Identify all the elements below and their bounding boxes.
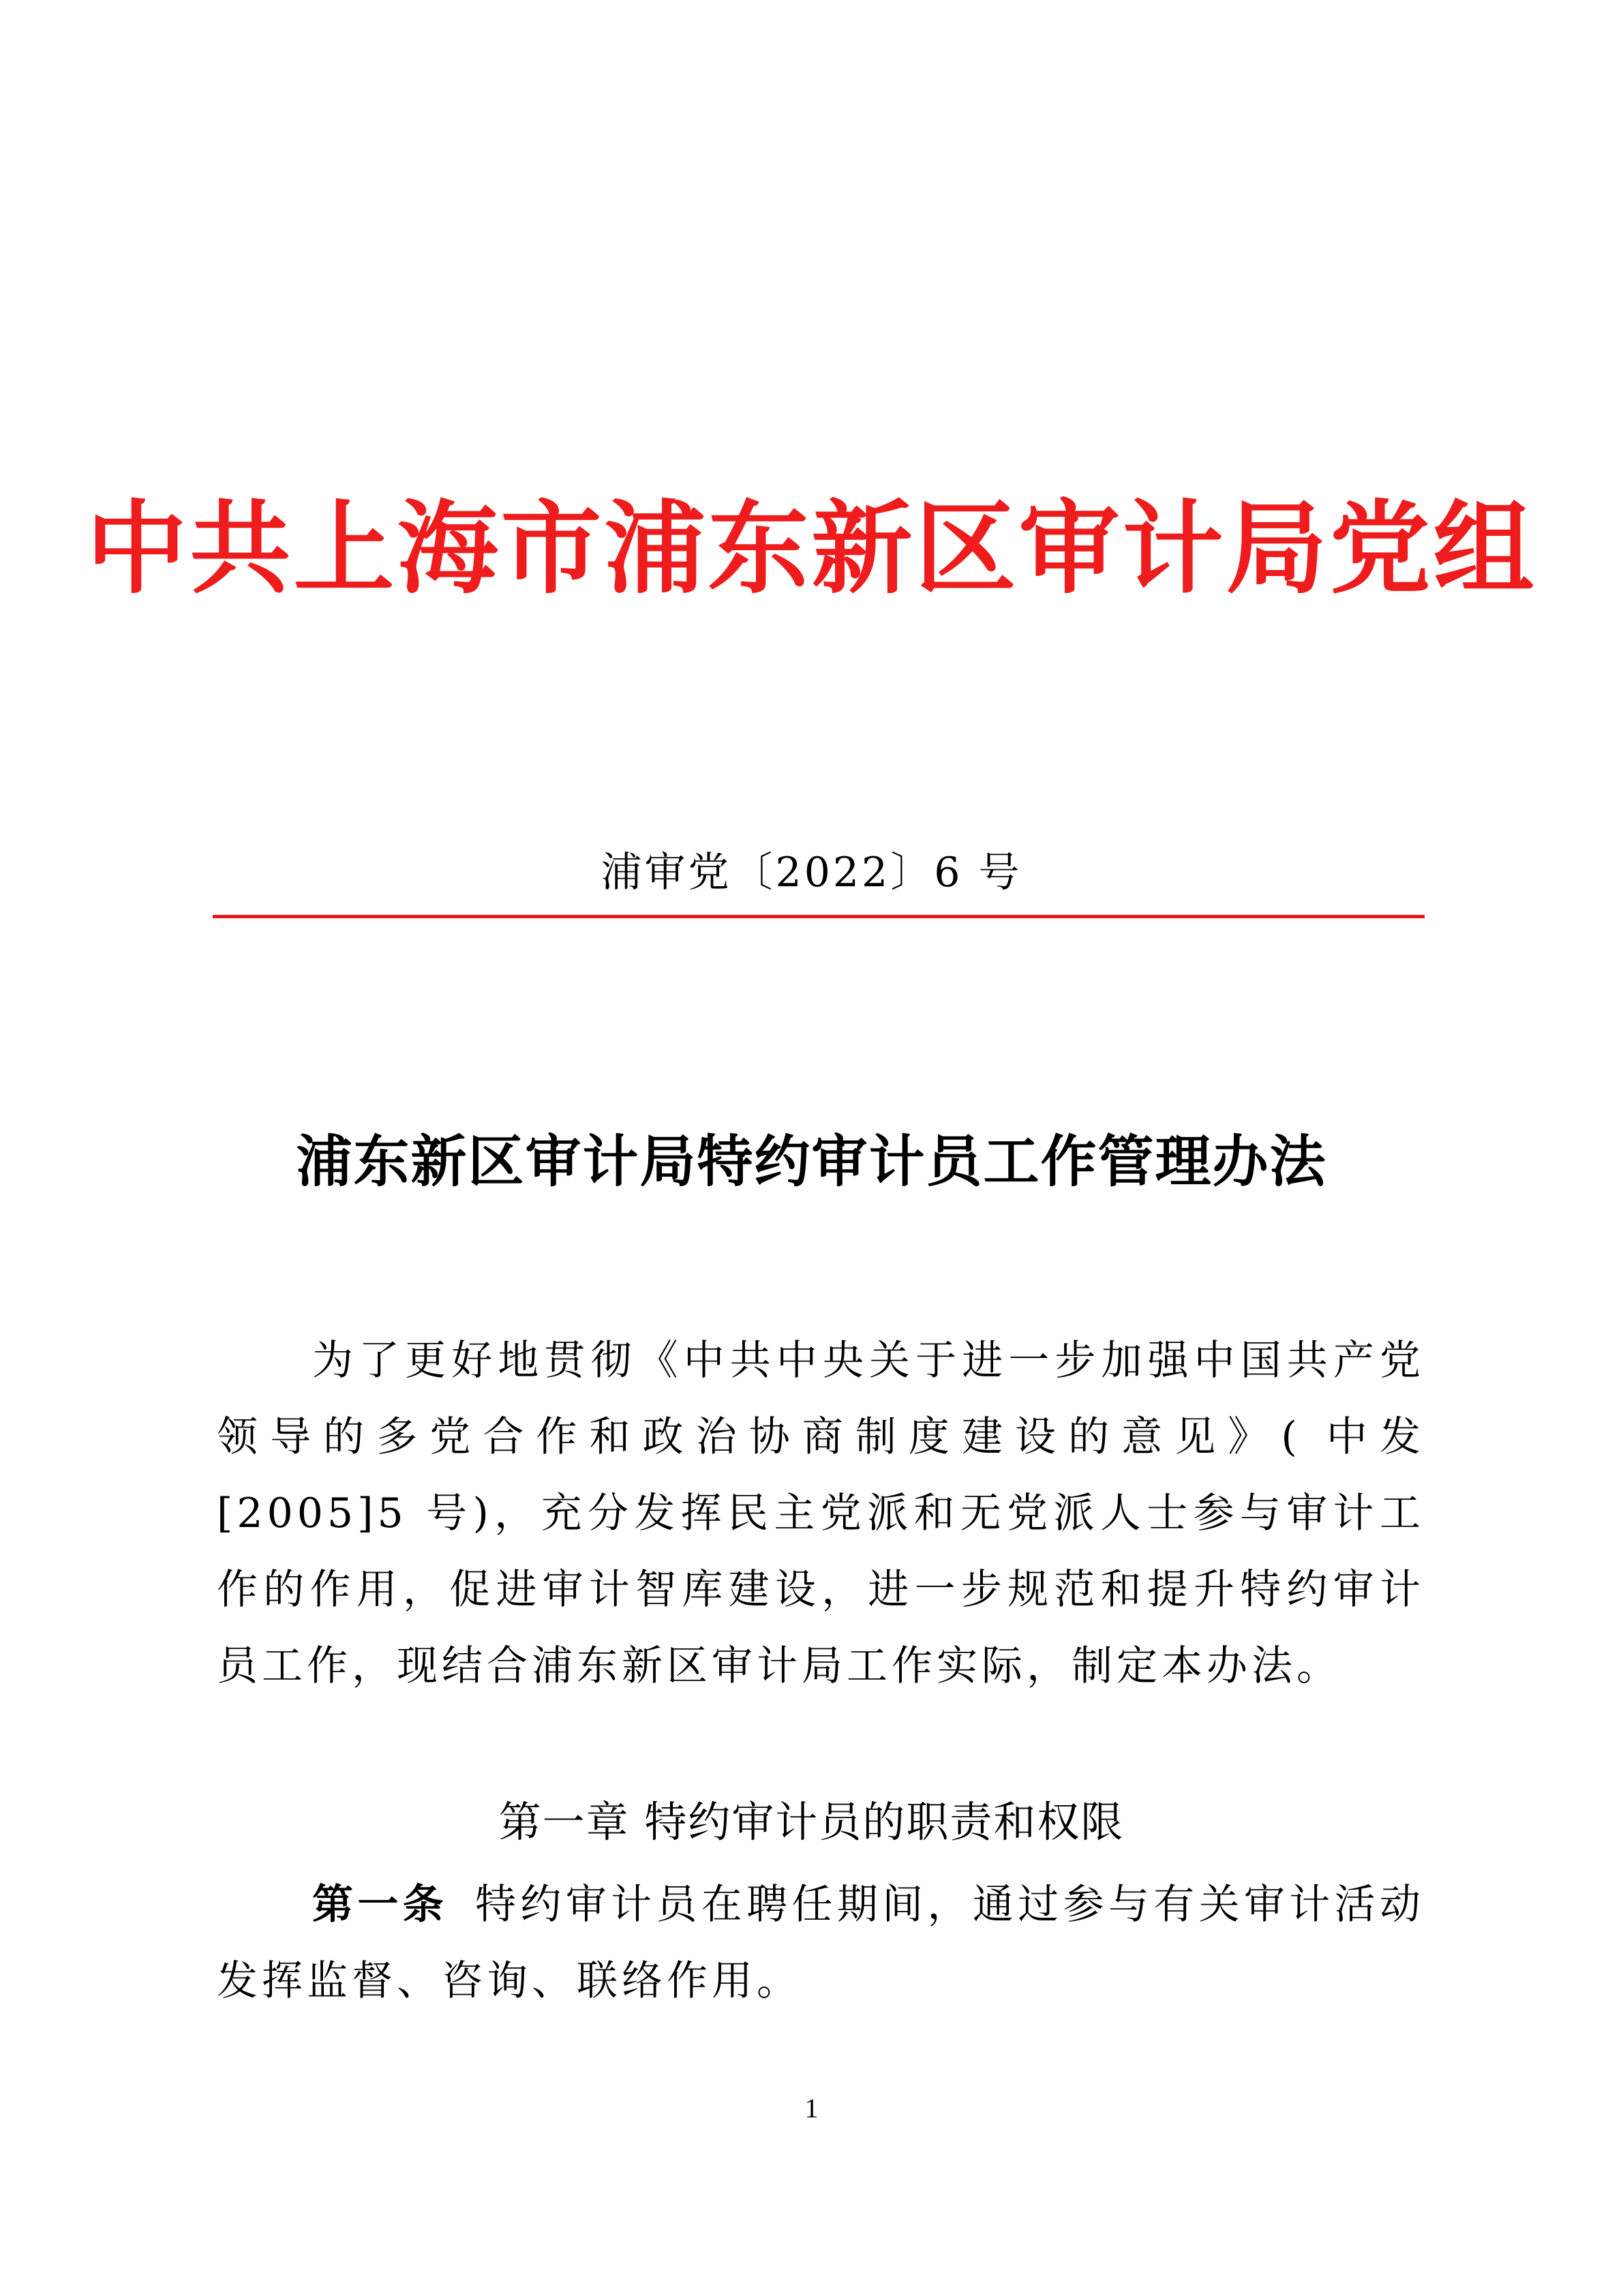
article-1 [217, 1867, 1425, 2019]
article-text: 特约审计员在聘任期间，通过参与有关审计活动发挥监督、咨询、联络作用。 [217, 1881, 1425, 2005]
issuing-organization-header: 中共上海市浦东新区审计局党组 [86, 490, 1537, 607]
article-label: 第一条 [312, 1881, 449, 1929]
red-divider-line [213, 915, 1425, 918]
preamble-paragraph: 为了更好地贯彻《中共中央关于进一步加强中国共产党领导的多党合作和政治协商制度建设的意见》( 中发[2005]5 号)，充分发挥民主党派和无党派人士参与审计工作的作用，促进审计智库建设，进一步规范和提升特约审计员工作，现结合浦东新区审计局工作实际，制定本办法。 [217, 1337, 1425, 1690]
chapter-heading: 第一章 特约审计员的职责和权限 [498, 1797, 1125, 1847]
page-number: 1 [804, 2093, 819, 2124]
document-number: 浦审党〔2022〕6 号 [601, 849, 1022, 896]
document-title: 浦东新区审计局特约审计员工作管理办法 [296, 1130, 1327, 1194]
